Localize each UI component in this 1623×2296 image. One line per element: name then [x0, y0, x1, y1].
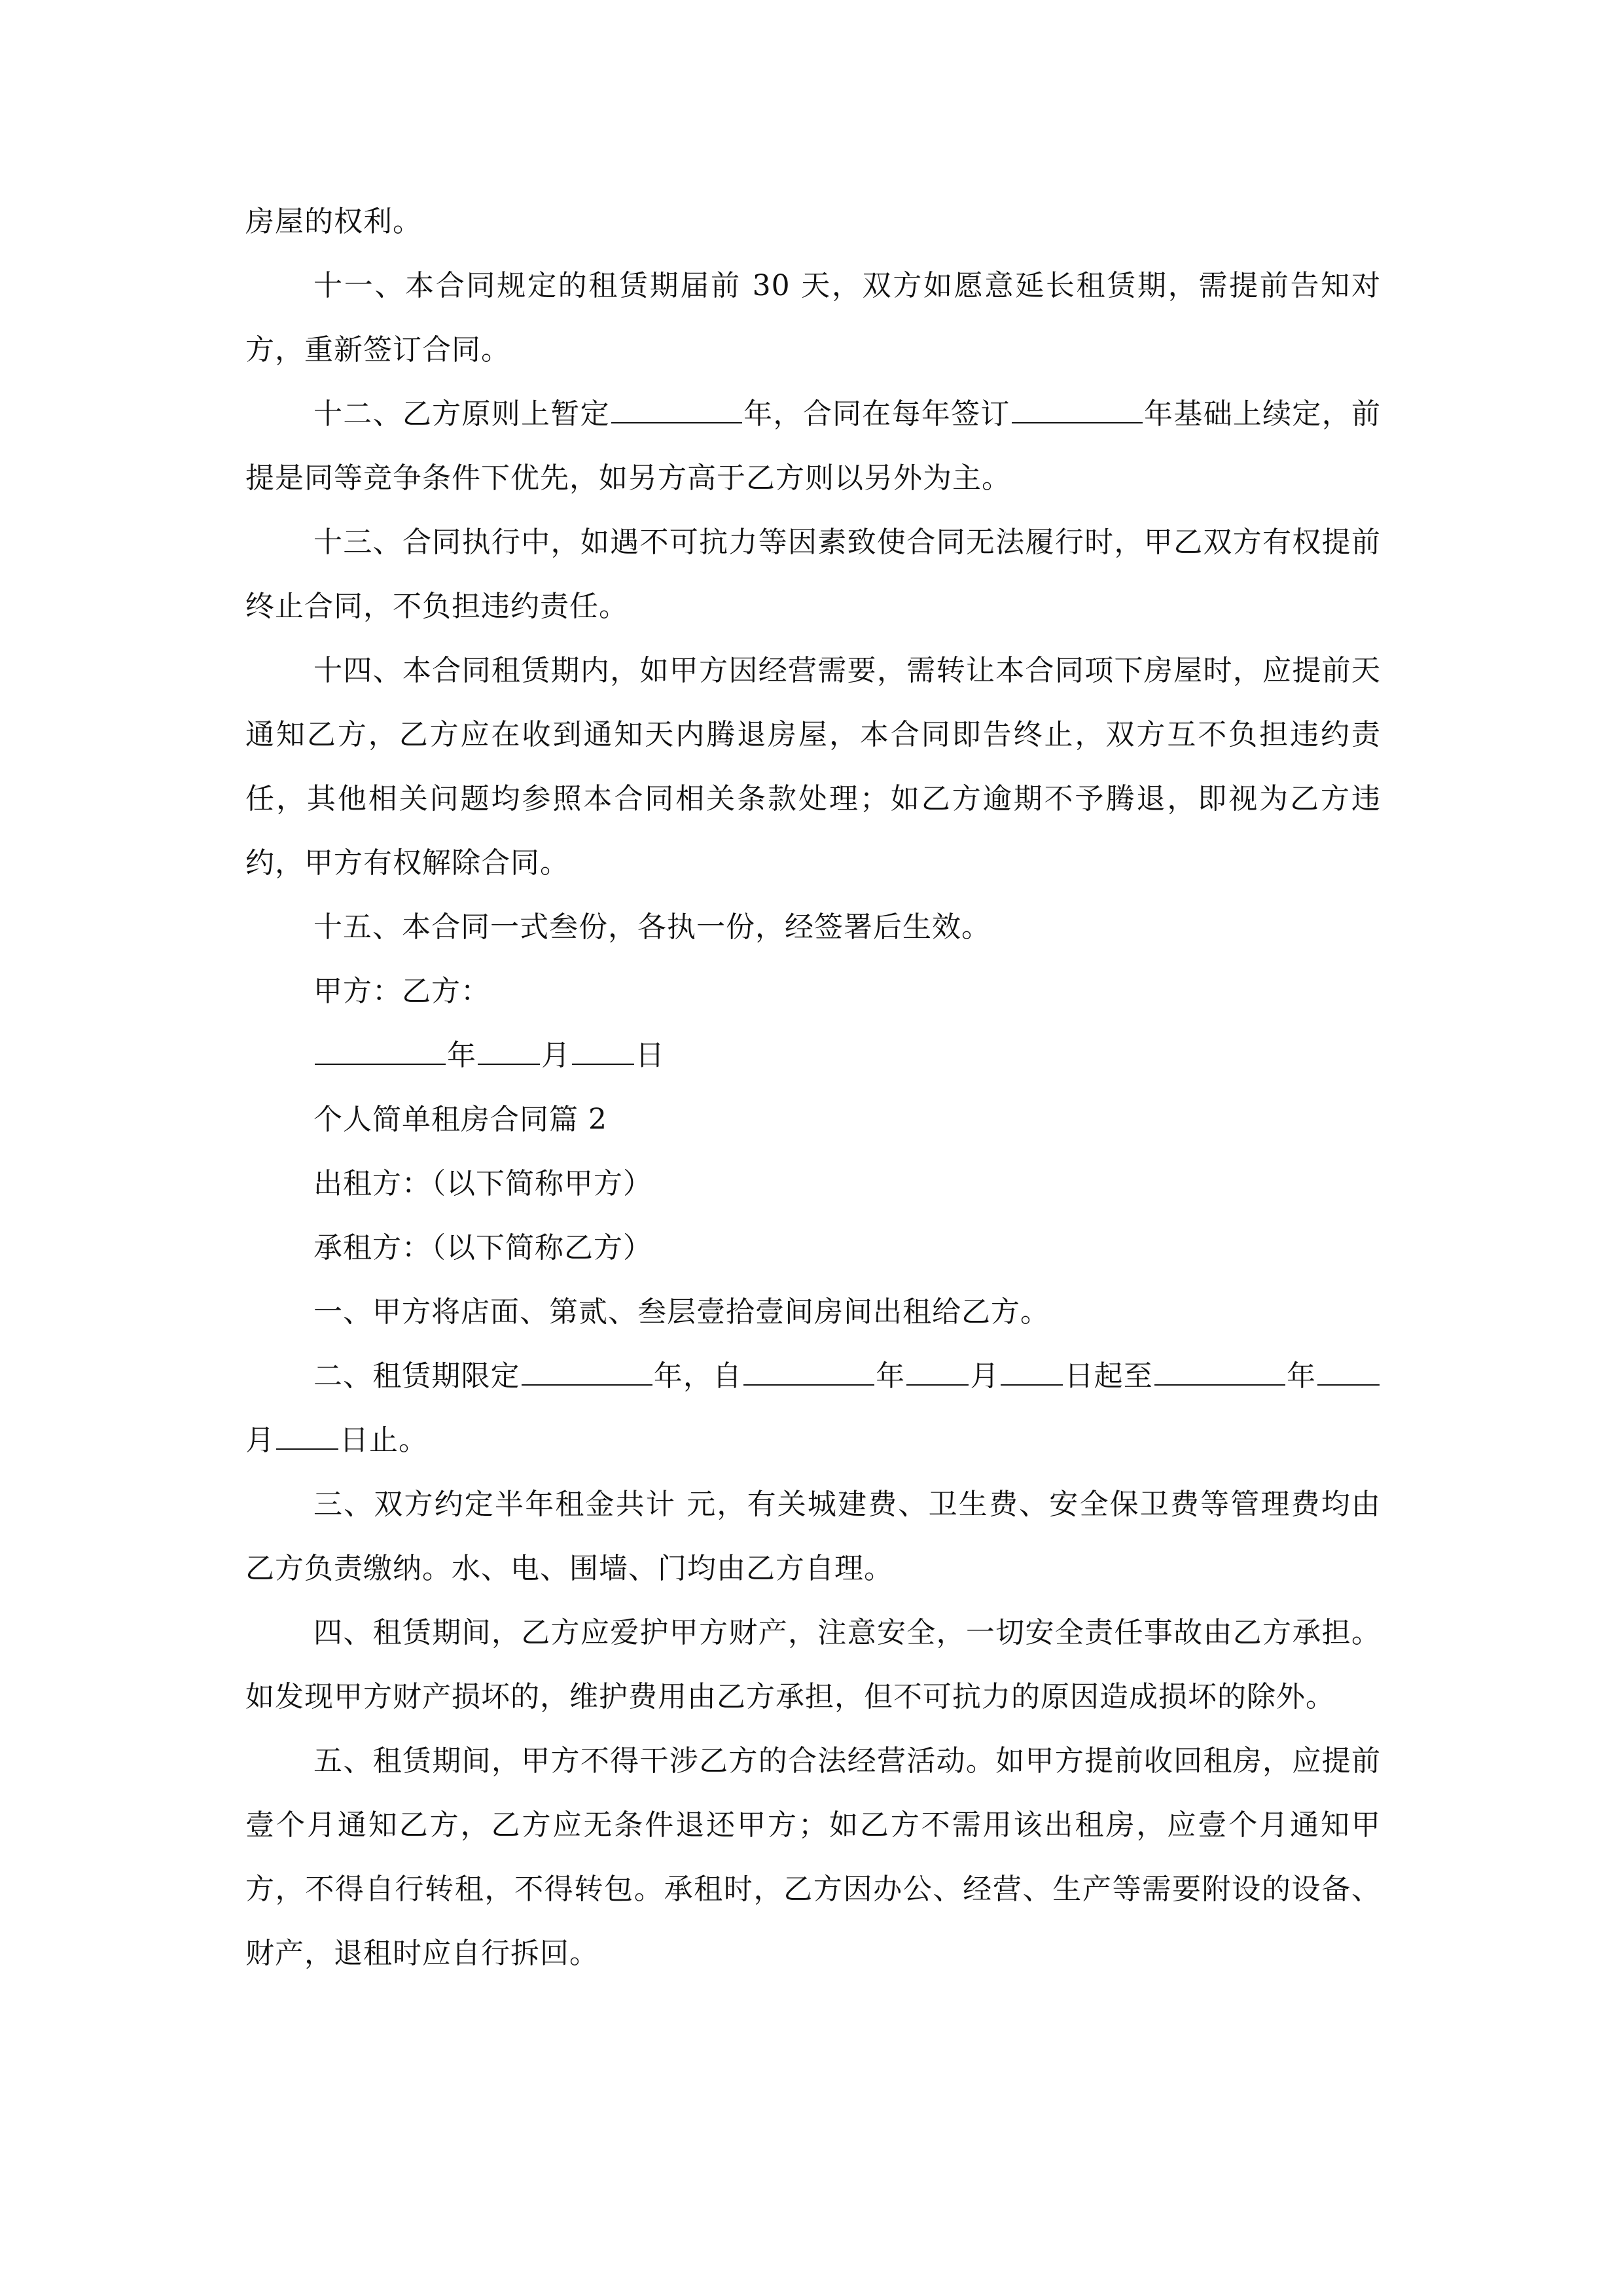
article-2-part-4: 月 — [970, 1359, 1000, 1393]
clause-12-part-1: 十二、乙方原则上暂定 — [313, 397, 610, 431]
clause-15: 十五、本合同一式叁份，各执一份，经签署后生效。 — [313, 910, 991, 944]
blank-start-month-field[interactable] — [906, 1358, 969, 1386]
blank-sign-year-field[interactable] — [315, 1037, 446, 1065]
clause-12-part-2: 年，合同在每年签订 — [743, 397, 1010, 431]
lessee-line: 承租方：（以下简称乙方） — [313, 1231, 652, 1265]
article-2-part-6: 年 — [1286, 1359, 1317, 1393]
clause-12-part-3: 年基础上续定，前提是同等竞争条件下优先，如另方高于乙方则以另外为主。 — [245, 397, 1382, 495]
article-2-part-3: 年 — [876, 1359, 906, 1393]
article-2-part-8: 日止。 — [340, 1424, 428, 1457]
article-1: 一、甲方将店面、第贰、叁层壹拾壹间房间出租给乙方。 — [313, 1295, 1050, 1329]
article-2-part-2: 年，自 — [653, 1359, 743, 1393]
blank-sign-month-field[interactable] — [478, 1037, 540, 1065]
clause-12 — [245, 382, 1381, 511]
article-2-part-1: 二、租赁期限定 — [313, 1359, 520, 1393]
article-5: 五、租赁期间，甲方不得干涉乙方的合法经营活动。如甲方提前收回租房，应提前壹个月通知乙方，乙方应无条件退还甲方；如乙方不需用该出租房，应壹个月通知甲方，不得自行转租，不得转包。承租时，乙方因办公、经营、生产等需要附设的设备、财产，退租时应自行拆回。 — [245, 1744, 1381, 1970]
blank-renew-years-field[interactable] — [1012, 396, 1143, 423]
signature-line: 甲方：乙方： — [313, 975, 490, 1008]
paragraph-continuation: 房屋的权利。 — [245, 205, 422, 238]
lessor-line: 出租方：（以下简称甲方） — [313, 1167, 652, 1200]
date-day-label: 日 — [635, 1039, 665, 1072]
document-body — [245, 190, 1381, 1986]
date-line — [245, 1024, 1381, 1088]
section-title-2: 个人简单租房合同篇 2 — [313, 1103, 607, 1136]
date-year-label: 年 — [447, 1039, 476, 1072]
blank-years-field[interactable] — [611, 396, 742, 423]
blank-term-years-field[interactable] — [522, 1358, 652, 1386]
clause-14: 十四、本合同租赁期内，如甲方因经营需要，需转让本合同项下房屋时，应提前天通知乙方，乙方应在收到通知天内腾退房屋，本合同即告终止，双方互不负担违约责任，其他相关问题均参照本合同相关条款处理；如乙方逾期不予腾退，即视为乙方违约，甲方有权解除合同。 — [245, 654, 1381, 880]
clause-11: 十一、本合同规定的租赁期届前 30 天，双方如愿意延长租赁期，需提前告知对方，重新签订合同。 — [245, 269, 1381, 367]
article-3: 三、双方约定半年租金共计 元，有关城建费、卫生费、安全保卫费等管理费均由乙方负责缴纳。水、电、围墙、门均由乙方自理。 — [245, 1488, 1381, 1585]
clause-13: 十三、合同执行中，如遇不可抗力等因素致使合同无法履行时，甲乙双方有权提前终止合同，不负担违约责任。 — [245, 526, 1381, 623]
blank-end-year-field[interactable] — [1154, 1358, 1285, 1386]
blank-start-year-field[interactable] — [743, 1358, 874, 1386]
article-2-part-7: 月 — [245, 1424, 275, 1457]
article-2 — [245, 1344, 1381, 1473]
date-month-label: 月 — [541, 1039, 571, 1072]
article-2-part-5: 日起至 — [1064, 1359, 1153, 1393]
article-4: 四、租赁期间，乙方应爱护甲方财产，注意安全，一切安全责任事故由乙方承担。如发现甲方财产损坏的，维护费用由乙方承担，但不可抗力的原因造成损坏的除外。 — [245, 1616, 1381, 1713]
blank-sign-day-field[interactable] — [572, 1037, 634, 1065]
blank-end-day-field[interactable] — [276, 1422, 338, 1450]
blank-end-month-field[interactable] — [1317, 1358, 1380, 1386]
blank-start-day-field[interactable] — [1001, 1358, 1063, 1386]
